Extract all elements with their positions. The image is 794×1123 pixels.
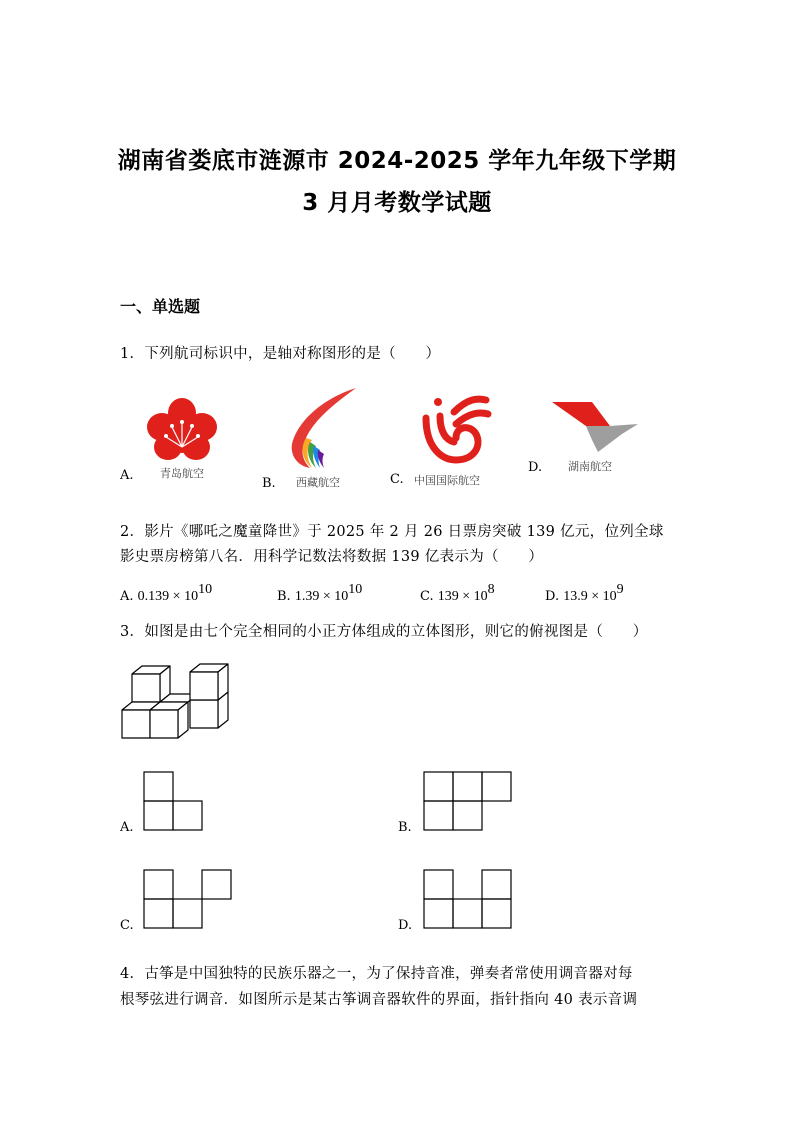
question-1-text: 1．下列航司标识中，是轴对称图形的是（ ） [120, 346, 441, 362]
q2-option-c-letter: C. [420, 589, 434, 604]
hunan-airlines-logo [552, 400, 640, 456]
q2-option-d [545, 582, 624, 605]
question-3-text: 3．如图是由七个完全相同的小正方体组成的立体图形，则它的俯视图是（ ） [120, 624, 648, 640]
q3-option-b-label: B. [398, 820, 412, 835]
q1-option-a-caption: 青岛航空 [160, 467, 204, 480]
q2-option-b-letter: B. [277, 589, 291, 604]
q2-option-d-value: 13.9 × 10 [563, 589, 617, 604]
q3-option-c-figure [143, 869, 235, 931]
q3-option-b-figure [423, 771, 515, 833]
q1-option-a-label: A. [120, 468, 134, 483]
tibet-airlines-logo [284, 386, 360, 472]
q2-option-a-letter: A. [120, 589, 134, 604]
air-china-logo [416, 388, 492, 468]
title-line-2: 3 月月考数学试题 [302, 190, 492, 216]
cube-stack-figure [120, 664, 232, 740]
q1-option-d-label: D. [528, 460, 543, 475]
q1-option-c-caption: 中国国际航空 [414, 474, 480, 487]
q2-option-b-exponent: 10 [348, 582, 363, 597]
question-2-line-1: 2．影片《哪吒之魔童降世》于 2025 年 2 月 26 日票房突破 139 亿元，位列全球 [120, 524, 664, 540]
question-4-line-2: 根琴弦进行调音．如图所示是某古筝调音器软件的界面，指针指向 40 表示音调 [120, 992, 638, 1008]
q3-option-c-label: C. [120, 918, 134, 933]
q2-option-d-exponent: 9 [616, 582, 624, 597]
q2-option-c-exponent: 8 [487, 582, 495, 597]
question-4-line-1: 4．古筝是中国独特的民族乐器之一，为了保持音准，弹奏者常使用调音器对每 [120, 966, 633, 982]
q1-option-b-label: B. [262, 476, 276, 491]
q2-option-b-value: 1.39 × 10 [294, 589, 349, 604]
section-heading: 一、单选题 [120, 297, 201, 316]
q2-option-b [277, 582, 362, 605]
q2-option-d-letter: D. [545, 589, 560, 604]
question-2-line-2: 影史票房榜第八名．用科学记数法将数据 139 亿表示为（ ） [120, 549, 544, 565]
q3-option-d-figure [423, 869, 515, 931]
q1-option-c-label: C. [390, 472, 404, 487]
q2-option-a [120, 582, 212, 605]
q2-option-c-value: 139 × 10 [437, 589, 488, 604]
qingdao-airlines-logo [142, 395, 222, 465]
title-line-1: 湖南省娄底市涟源市 2024-2025 学年九年级下学期 [117, 148, 677, 174]
q3-option-d-label: D. [398, 918, 413, 933]
q3-option-a-label: A. [120, 820, 134, 835]
q2-option-c [420, 582, 495, 605]
q3-option-a-figure [143, 771, 205, 833]
q2-option-a-exponent: 10 [198, 582, 213, 597]
q2-option-a-value: 0.139 × 10 [137, 589, 199, 604]
q1-option-b-caption: 西藏航空 [296, 476, 340, 489]
q1-option-d-caption: 湖南航空 [568, 460, 612, 473]
